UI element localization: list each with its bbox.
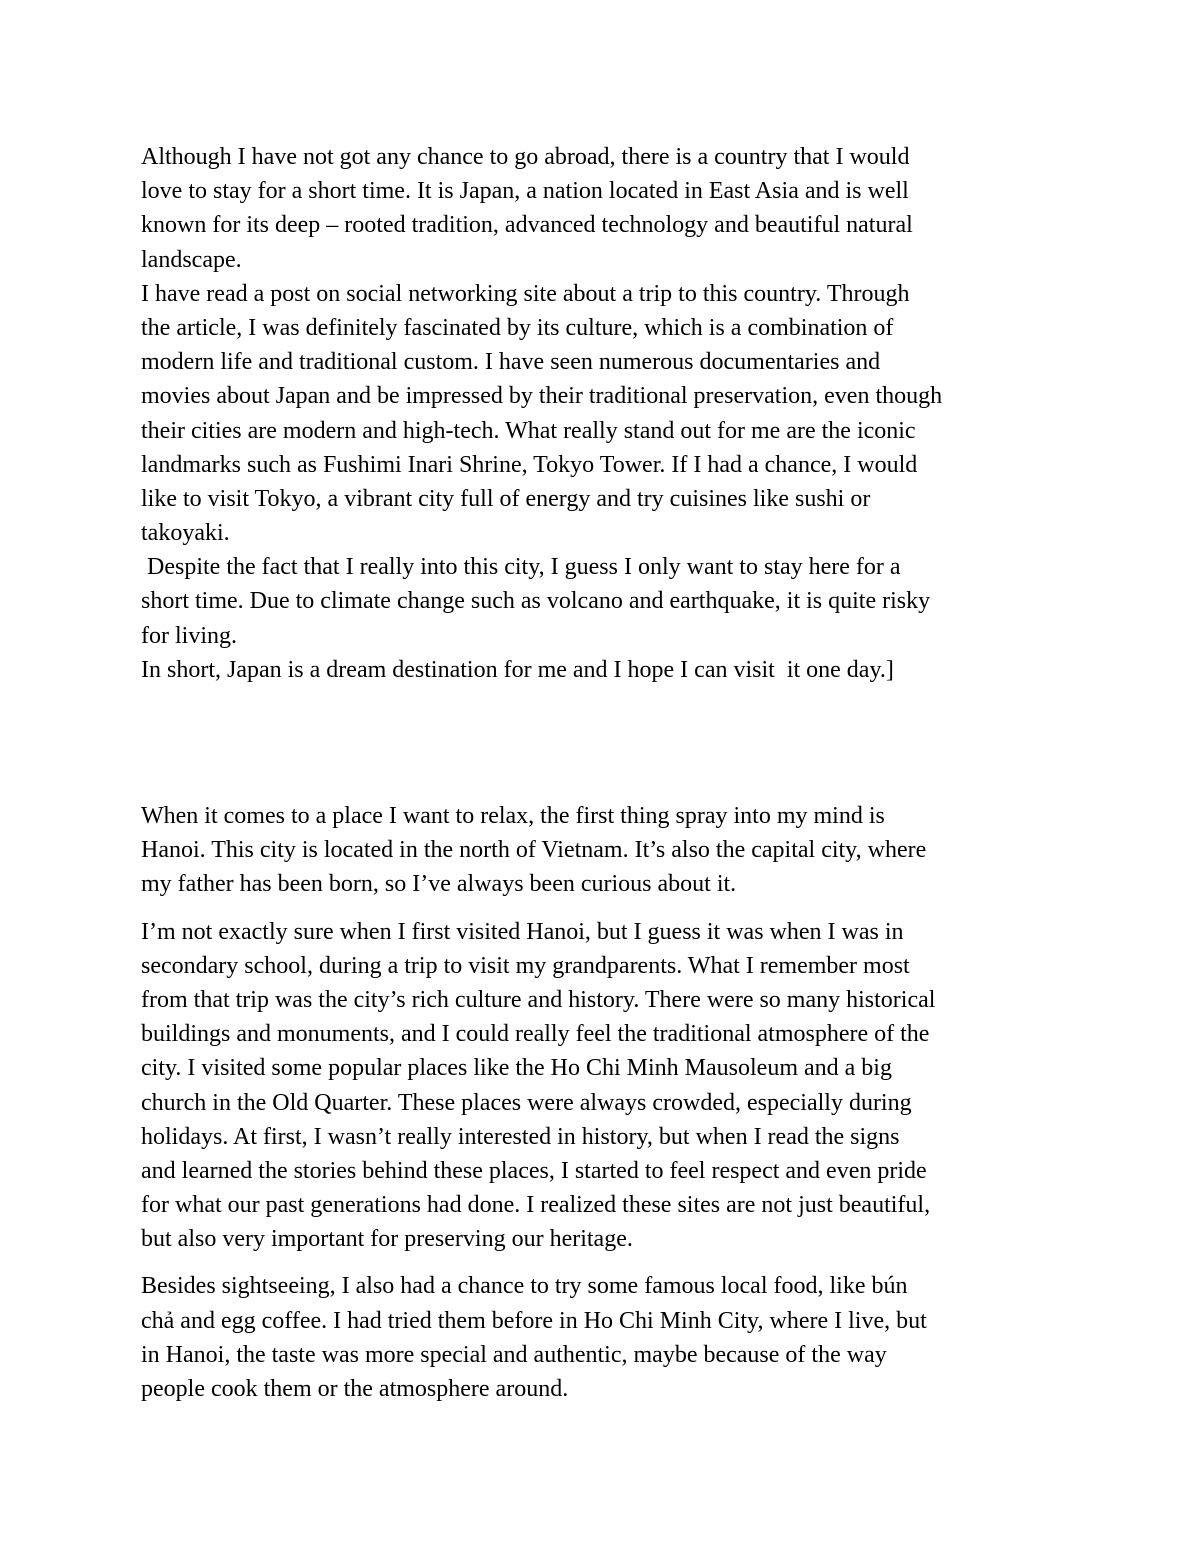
paragraph — [141, 799, 1071, 902]
text-line: movies about Japan and be impressed by their traditional preservation, even though — [141, 383, 943, 410]
paragraph — [141, 1269, 1071, 1406]
text-line: Although I have not got any chance to go abroad, there is a country that I would — [141, 144, 910, 170]
paragraph — [141, 277, 1071, 551]
text-line: Despite the fact that I really into this city, I guess I only want to stay here for a — [141, 554, 901, 581]
text-line: chả and egg coffee. I had tried them before in Ho Chi Minh City, where I live, but — [141, 1307, 927, 1334]
text-line: and learned the stories behind these places, I started to feel respect and even pride — [141, 1157, 927, 1184]
text-line: in Hanoi, the taste was more special and authentic, maybe because of the way — [141, 1341, 887, 1368]
text-line: landmarks such as Fushimi Inari Shrine, Tokyo Tower. If I had a chance, I would — [141, 451, 918, 478]
text-line: their cities are modern and high-tech. What really stand out for me are the iconic — [141, 417, 916, 444]
paragraph — [141, 915, 1071, 1257]
text-line: my father has been born, so I’ve always been curious about it. — [141, 871, 737, 898]
text-line: love to stay for a short time. It is Japan, a nation located in East Asia and is well — [141, 178, 909, 205]
text-line: When it comes to a place I want to relax, the first thing spray into my mind is — [141, 803, 885, 829]
text-line: Besides sightseeing, I also had a chance to try some famous local food, like bún — [141, 1273, 908, 1300]
essay-hanoi — [141, 799, 1071, 1406]
text-line: the article, I was definitely fascinated by its culture, which is a combination of — [141, 314, 894, 341]
text-line: short time. Due to climate change such as volcano and earthquake, it is quite risky — [141, 588, 931, 615]
text-line: I have read a post on social networking site about a trip to this country. Through — [141, 280, 910, 307]
text-line: Hanoi. This city is located in the north of Vietnam. It’s also the capital city, where — [141, 837, 927, 864]
text-line: for what our past generations had done. I realized these sites are not just beautiful, — [141, 1192, 931, 1219]
text-line: like to visit Tokyo, a vibrant city full of energy and try cuisines like sushi or — [141, 485, 871, 512]
paragraph — [141, 550, 1071, 653]
paragraph — [141, 653, 1071, 687]
text-line: but also very important for preserving our heritage. — [141, 1226, 633, 1253]
text-line: secondary school, during a trip to visit my grandparents. What I remember most — [141, 952, 910, 979]
text-line: modern life and traditional custom. I have seen numerous documentaries and — [141, 349, 881, 376]
essay-japan — [141, 140, 1071, 687]
text-line: holidays. At first, I wasn’t really interested in history, but when I read the signs — [141, 1123, 900, 1150]
text-line: In short, Japan is a dream destination for me and I hope I can visit it one day.] — [141, 656, 894, 683]
text-line: takoyaki. — [141, 520, 230, 547]
text-line: from that trip was the city’s rich culture and history. There were so many historical — [141, 986, 936, 1013]
text-line: I’m not exactly sure when I first visited Hanoi, but I guess it was when I was in — [141, 918, 904, 945]
text-line: people cook them or the atmosphere around. — [141, 1376, 569, 1402]
text-line: buildings and monuments, and I could really feel the traditional atmosphere of the — [141, 1021, 930, 1048]
text-line: known for its deep – rooted tradition, advanced technology and beautiful natural — [141, 212, 913, 239]
text-line: city. I visited some popular places like the Ho Chi Minh Mausoleum and a big — [141, 1055, 892, 1082]
text-line: church in the Old Quarter. These places were always crowded, especially during — [141, 1089, 912, 1116]
paragraph — [141, 140, 1071, 277]
text-line: for living. — [141, 622, 237, 649]
text-line: landscape. — [141, 246, 242, 273]
